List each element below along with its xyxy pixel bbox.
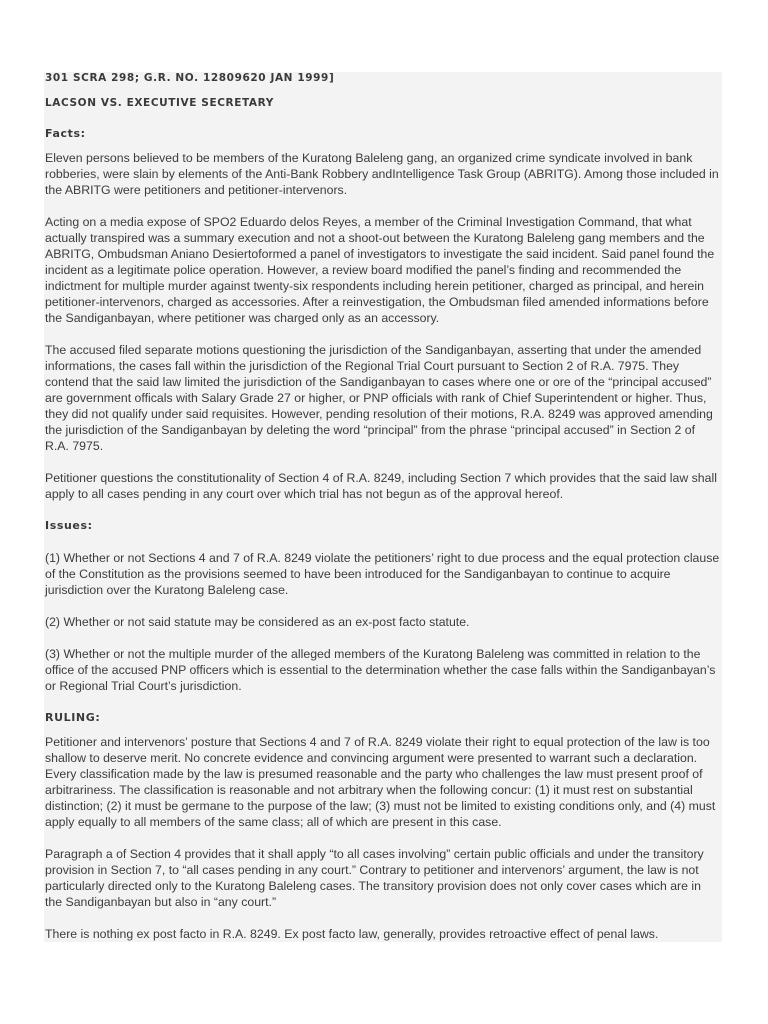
case-title: LACSON VS. EXECUTIVE SECRETARY <box>45 97 274 109</box>
ruling-paragraph: There is nothing ex post facto in R.A. 8249. Ex post facto law, generally, provides retroactive effect of penal laws. <box>45 927 659 941</box>
issue-paragraph: (3) Whether or not the multiple murder of the alleged members of the Kuratong Baleleng was committed in relation to the office of the accused PNP officers which is essential to the determination whether the case falls within the Sandiganbayan’s or Regional Trial Court’s jurisdiction. <box>45 647 716 693</box>
issue-paragraph: (2) Whether or not said statute may be considered as an ex-post facto statute. <box>45 615 470 629</box>
case-citation: 301 SCRA 298; G.R. NO. 12809620 JAN 1999] <box>45 72 335 84</box>
issues-heading: Issues: <box>45 519 93 532</box>
issue-paragraph: (1) Whether or not Sections 4 and 7 of R.A. 8249 violate the petitioners’ right to due process and the equal protection clause of the Constitution as the provisions seemed to have been introduced for the Sandiganbayan to continue to acquire jurisdiction over the Kuratong Baleleng case. <box>45 551 720 597</box>
facts-heading: Facts: <box>45 127 86 140</box>
facts-paragraph: Eleven persons believed to be members of the Kuratong Baleleng gang, an organized crime syndicate involved in bank robberies, were slain by elements of the Anti-Bank Robbery andIntelligence Task Group (ABRITG). Among those included in the ABRITG were petitioners and petitioner-intervenors. <box>45 151 719 197</box>
ruling-paragraph: Petitioner and intervenors’ posture that Sections 4 and 7 of R.A. 8249 violate their right to equal protection of the law is too shallow to deserve merit. No concrete evidence and convincing argument were presented to warrant such a declaration. Every classification made by the law is presumed reasonable and the party who challenges the law must present proof of arbitrariness. The classification is reasonable and not arbitrary when the following concur: (1) it must rest on substantial distinction; (2) it must be germane to the purpose of the law; (3) must not be limited to existing conditions only, and (4) must apply equally to all members of the same class; all of which are present in this case. <box>45 735 716 829</box>
ruling-paragraph: Paragraph a of Section 4 provides that it shall apply “to all cases involving” certain public officials and under the transitory provision in Section 7, to “all cases pending in any court.” Contrary to petitioner and intervenors’ argument, the law is not particularly directed only to the Kuratong Baleleng cases. The transitory provision does not only cover cases which are in the Sandiganbayan but also in “any court.” <box>45 847 704 909</box>
facts-paragraph: The accused filed separate motions questioning the jurisdiction of the Sandiganbayan, asserting that under the amended informations, the cases fall within the jurisdiction of the Regional Trial Court pursuant to Section 2 of R.A. 7975. They contend that the said law limited the jurisdiction of the Sandiganbayan to cases where one or ore of the “principal accused” are government officals with Salary Grade 27 or higher, or PNP officials with rank of Chief Superintendent or higher. Thus, they did not qualify under said requisites. However, pending resolution of their motions, R.A. 8249 was approved amending the jurisdiction of the Sandiganbayan by deleting the word “principal” from the phrase “principal accused” in Section 2 of R.A. 7975. <box>45 343 713 453</box>
facts-paragraph: Petitioner questions the constitutionality of Section 4 of R.A. 8249, including Section 7 which provides that the said law shall apply to all cases pending in any court over which trial has not begun as of the approval hereof. <box>45 471 717 501</box>
facts-paragraph: Acting on a media expose of SPO2 Eduardo delos Reyes, a member of the Criminal Investigation Command, that what actually transpired was a summary execution and not a shoot-out between the Kuratong Baleleng gang members and the ABRITG, Ombudsman Aniano Desiertoformed a panel of investigators to investigate the said incident. Said panel found the incident as a legitimate police operation. However, a review board modified the panel’s finding and recommended the indictment for multiple murder against twenty-six respondents including herein petitioner, charged as principal, and herein petitioner-intervenors, charged as accessories. After a reinvestigation, the Ombudsman filed amended informations before the Sandiganbayan, where petitioner was charged only as an accessory. <box>45 215 715 325</box>
document-page <box>44 72 722 942</box>
ruling-heading: RULING: <box>45 711 101 724</box>
